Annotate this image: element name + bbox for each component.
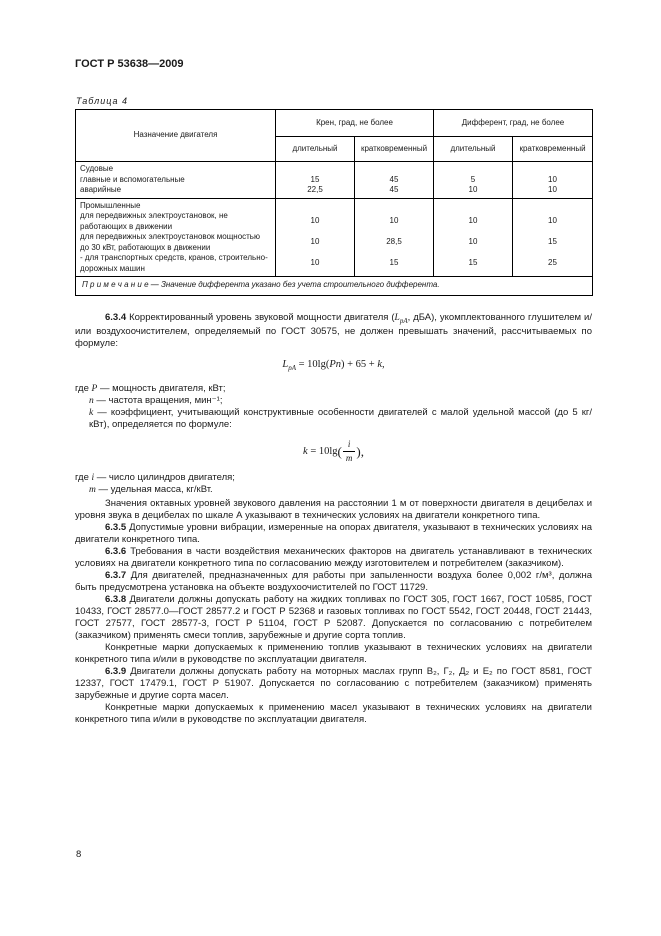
row-value: 10 [276, 253, 355, 277]
formula-variable: i [91, 473, 95, 484]
col-header-purpose: Назначение двигателя [76, 110, 276, 162]
row-value: 15 [513, 232, 593, 253]
fraction [343, 439, 356, 464]
formula-variable: m [89, 485, 96, 496]
fraction-denominator: m [345, 453, 353, 464]
row-label: для передвижных электроустановок мощностью до 30 кВт, работающих в движении [76, 232, 276, 253]
row-label: для передвижных электроустановок, не работающих в движении [76, 211, 276, 232]
table-4 [75, 109, 593, 296]
body-paragraphs [75, 498, 592, 726]
row-value: 22,5 [276, 185, 355, 198]
row-value: 10 [513, 175, 593, 186]
formula-subscript: pA [288, 364, 296, 373]
paragraph: Конкретные марки допускаемых к применению топлив указывают в технических условиях на двигатели конкретного типа и/или в руководстве по эксплуатации двигателя. [75, 642, 592, 666]
clause-number: 6.3.5 [105, 522, 130, 534]
table-row [76, 198, 593, 211]
var-line-i: где i — число цилиндров двигателя; [75, 472, 235, 484]
document-title: ГОСТ Р 53638—2009 [75, 58, 184, 70]
close-paren: ), [356, 444, 364, 460]
clause-paragraph: 6.3.5 Допустимые уровни вибрации, измеренные на опорах двигателя, указывают в технических условиях на двигатели конкретного типа. [75, 522, 592, 546]
row-value: 5 [434, 175, 513, 186]
row-value: 10 [434, 185, 513, 198]
formula-sound-power: $L_{pA} = 10\lg(Pn) + 65 + k$, [282, 359, 385, 373]
clause-paragraph: 6.3.6 Требования в части воздействия механических факторов на двигатель устанавливают в технических условиях на двигатели конкретного типа по согласованию между изготовителем и потребителем (заказчиком). [75, 546, 592, 570]
formula-variable: n [89, 396, 94, 407]
table-row [76, 162, 593, 175]
row-label: - для транспортных средств, кранов, строительно-дорожных машин [76, 253, 276, 277]
table-row [76, 211, 593, 232]
formula-variable: P [91, 384, 98, 395]
table-row [76, 185, 593, 198]
page-number: 8 [76, 849, 82, 860]
formula-variable: k [377, 359, 383, 371]
clause-number: 6.3.9 [105, 666, 131, 678]
formula1-variable-list [75, 383, 592, 431]
formula-variable: Pn [329, 359, 341, 371]
row-value [513, 162, 593, 175]
formula-subscript: pA [399, 316, 408, 325]
clause-number: 6.3.4 [105, 311, 127, 323]
table-note: П р и м е ч а н и е — Значение дифферента указано без учета строительного дифферента. [76, 277, 593, 296]
formula-variable: L [394, 312, 400, 323]
row-label: Промышленные [76, 198, 276, 211]
table-body [76, 162, 593, 277]
fraction-numerator: i [343, 439, 356, 452]
table-row [76, 175, 593, 186]
clause-number: 6.3.8 [105, 594, 130, 606]
row-label: Судовые [76, 162, 276, 175]
row-value: 10 [513, 211, 593, 232]
formula2-variable-list [75, 472, 592, 496]
row-value: 10 [513, 185, 593, 198]
row-value [513, 198, 593, 211]
row-value: 10 [276, 232, 355, 253]
clause-6-3-4: 6.3.4 Корректированный уровень звуковой мощности двигателя ($L_{pA}$, дБА), укомплектованного глушителем и/или воздухоочистителем, определяемый по ГОСТ 30575, не должен превышать значений, рассчитываемых по формуле: [75, 311, 592, 350]
clause-paragraph: 6.3.7 Для двигателей, предназначенных для работы при запыленности воздуха более 0,002 г/м³, должна быть предусмотрена установка на объекте воздухоочистителей по ГОСТ 11729. [75, 570, 592, 594]
formula-variable: k [303, 446, 308, 458]
row-value: 15 [276, 175, 355, 186]
row-value [276, 162, 355, 175]
col-header-roll: Крен, град, не более [276, 110, 434, 137]
row-value: 45 [355, 175, 434, 186]
row-value: 10 [434, 232, 513, 253]
row-value: 10 [355, 211, 434, 232]
col-header-trim-short: кратковременный [513, 137, 593, 162]
table-caption: Таблица 4 [76, 96, 129, 106]
paragraph: Конкретные марки допускаемых к применению масел указывают в технических условиях на двигатели конкретного типа и/или в руководстве по эксплуатации двигателя. [75, 702, 592, 726]
paragraph: Значения октавных уровней звукового давления на расстоянии 1 м от поверхности двигателя в децибелах и уровня звука в децибелах по шкале А указывают в технических условиях на двигатели конкретного типа. [75, 498, 592, 522]
col-header-roll-short: кратковременный [355, 137, 434, 162]
formula-k-coefficient: k = 10lg( $\frac{i}{m}$ ), [303, 439, 364, 464]
clause-number: 6.3.7 [105, 570, 131, 582]
var-line-k: k — коэффициент, учитывающий конструктивные особенности двигателей с малой удельной массой (до 5 кг/кВт), определяется по формуле: [89, 407, 592, 431]
clause-paragraph: 6.3.8 Двигатели должны допускать работу на жидких топливах по ГОСТ 305, ГОСТ 1667, ГОСТ 10585, ГОСТ 10433, ГОСТ 28577.0—ГОСТ 28577.2 и ГОСТ Р 52368 и газовых топливах по ГОСТ 5542, ГОСТ 20448, ГОСТ 21443, ГОСТ 27577, ГОСТ 28577-3, ГОСТ Р 51104, ГОСТ Р 52087. Допускается по согласованию с потребителем (заказчиком) применять смеси топлив, зарубежные и другие сорта топлив. [75, 594, 593, 642]
row-value: 45 [355, 185, 434, 198]
page-content [75, 58, 592, 726]
row-value: 15 [355, 253, 434, 277]
row-label: аварийные [76, 185, 276, 198]
row-value: 25 [513, 253, 593, 277]
col-header-roll-long: длительный [276, 137, 355, 162]
table-row [76, 253, 593, 277]
formula-variable: k [89, 408, 94, 419]
row-value: 15 [434, 253, 513, 277]
row-value [355, 162, 434, 175]
var-line-m: m — удельная масса, кг/кВт. [89, 484, 213, 496]
table-row [76, 232, 593, 253]
formula-variable: L [282, 359, 289, 371]
col-header-trim: Дифферент, град, не более [434, 110, 593, 137]
row-value: 28,5 [355, 232, 434, 253]
open-paren: ( [337, 444, 342, 460]
clause-paragraph: 6.3.9 Двигатели должны допускать работу на моторных маслах групп В₂, Г₂, Д₂ и Е₂ по ГОСТ 8581, ГОСТ 12337, ГОСТ 17479.1, ГОСТ Р 51907. Допускается по согласованию с потребителем (заказчиком) применять зарубежные и другие сорта масел. [75, 666, 592, 702]
row-value [276, 198, 355, 211]
clause-number: 6.3.6 [105, 546, 131, 558]
row-value [434, 198, 513, 211]
row-label: главные и вспомогательные [76, 175, 276, 186]
var-line-P: где P — мощность двигателя, кВт; [75, 383, 226, 395]
var-line-n: n — частота вращения, мин⁻¹; [89, 395, 223, 407]
row-value: 10 [434, 211, 513, 232]
row-value [434, 162, 513, 175]
body-text [75, 312, 592, 727]
row-value: 10 [276, 211, 355, 232]
row-value [355, 198, 434, 211]
col-header-trim-long: длительный [434, 137, 513, 162]
